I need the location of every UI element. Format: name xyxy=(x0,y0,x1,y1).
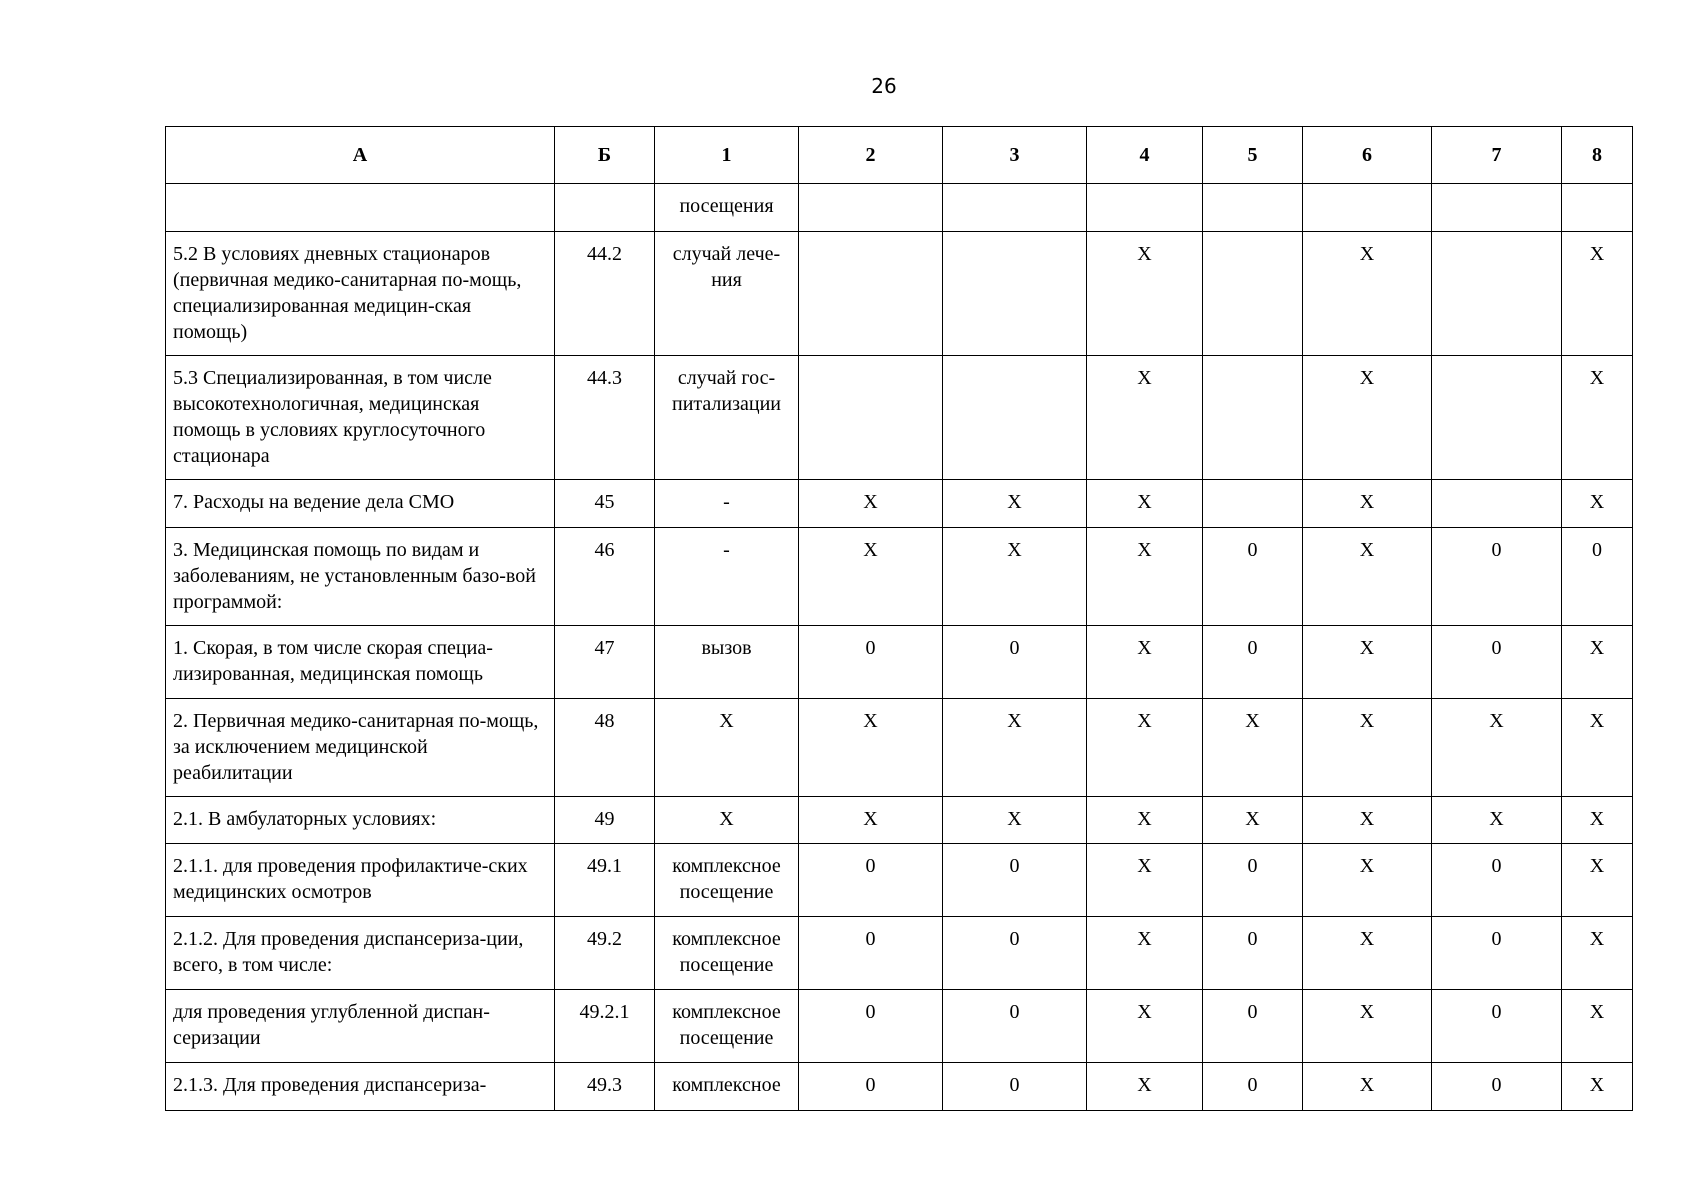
cell-col-4: Х xyxy=(1087,699,1203,797)
cell-name: 2.1.1. для проведения профилактиче-ских медицинских осмотров xyxy=(166,844,555,917)
cell-name: 2. Первичная медико-санитарная по-мощь, за исключением медицинской реабилитации xyxy=(166,699,555,797)
cell-unit: случай гос-питализации xyxy=(655,356,799,480)
cell-col-4: Х xyxy=(1087,797,1203,844)
cell-col-3: 0 xyxy=(943,990,1087,1063)
cell-col-2 xyxy=(799,184,943,232)
cell-col-4: Х xyxy=(1087,232,1203,356)
cell-line-code: 49.3 xyxy=(555,1063,655,1111)
cell-col-7: 0 xyxy=(1432,528,1562,626)
cell-col-5 xyxy=(1203,356,1303,480)
cell-col-6: Х xyxy=(1303,356,1432,480)
cell-name: 3. Медицинская помощь по видам и заболеваниям, не установленным базо-вой программой: xyxy=(166,528,555,626)
cell-col-8: Х xyxy=(1562,797,1633,844)
cell-col-3: Х xyxy=(943,528,1087,626)
cell-col-7 xyxy=(1432,480,1562,528)
header-cell-3: 3 xyxy=(943,127,1087,184)
cell-col-8 xyxy=(1562,184,1633,232)
cell-col-4: Х xyxy=(1087,626,1203,699)
header-cell-7: 7 xyxy=(1432,127,1562,184)
cell-col-8: 0 xyxy=(1562,528,1633,626)
header-cell-b: Б xyxy=(555,127,655,184)
cell-col-3: Х xyxy=(943,699,1087,797)
cell-col-3: 0 xyxy=(943,626,1087,699)
cell-col-3 xyxy=(943,232,1087,356)
header-cell-a: А xyxy=(166,127,555,184)
cell-line-code: 48 xyxy=(555,699,655,797)
cell-col-6: Х xyxy=(1303,626,1432,699)
table-row xyxy=(166,1063,1633,1111)
cell-col-8: Х xyxy=(1562,480,1633,528)
cell-col-6: Х xyxy=(1303,917,1432,990)
cell-unit: комплексное посещение xyxy=(655,844,799,917)
cell-col-6: Х xyxy=(1303,797,1432,844)
cell-col-3: Х xyxy=(943,480,1087,528)
cell-name: для проведения углубленной диспан-серизации xyxy=(166,990,555,1063)
header-cell-6: 6 xyxy=(1303,127,1432,184)
table-row xyxy=(166,626,1633,699)
cell-col-6: Х xyxy=(1303,990,1432,1063)
table-row xyxy=(166,699,1633,797)
cell-col-4: Х xyxy=(1087,844,1203,917)
cell-col-8: Х xyxy=(1562,990,1633,1063)
cell-col-5 xyxy=(1203,184,1303,232)
cell-col-5: 0 xyxy=(1203,917,1303,990)
cell-col-7 xyxy=(1432,356,1562,480)
header-cell-2: 2 xyxy=(799,127,943,184)
cell-col-2: 0 xyxy=(799,990,943,1063)
cell-col-7: 0 xyxy=(1432,917,1562,990)
cell-name: 7. Расходы на ведение дела СМО xyxy=(166,480,555,528)
cell-col-3 xyxy=(943,184,1087,232)
cell-col-4: Х xyxy=(1087,356,1203,480)
cell-col-6: Х xyxy=(1303,699,1432,797)
cell-col-8: Х xyxy=(1562,699,1633,797)
cell-col-8: Х xyxy=(1562,1063,1633,1111)
cell-line-code: 49.1 xyxy=(555,844,655,917)
cell-col-7 xyxy=(1432,184,1562,232)
cell-col-5: Х xyxy=(1203,797,1303,844)
cell-line-code: 44.2 xyxy=(555,232,655,356)
cell-unit: вызов xyxy=(655,626,799,699)
table-row xyxy=(166,797,1633,844)
cell-col-3 xyxy=(943,356,1087,480)
cell-col-4: Х xyxy=(1087,528,1203,626)
cell-col-2: 0 xyxy=(799,626,943,699)
cell-col-8: Х xyxy=(1562,232,1633,356)
table-row xyxy=(166,356,1633,480)
cell-col-5: 0 xyxy=(1203,1063,1303,1111)
cell-col-3: 0 xyxy=(943,844,1087,917)
cell-line-code: 45 xyxy=(555,480,655,528)
cell-col-7: 0 xyxy=(1432,990,1562,1063)
cell-col-7: 0 xyxy=(1432,1063,1562,1111)
cell-col-5 xyxy=(1203,232,1303,356)
cell-col-4: Х xyxy=(1087,1063,1203,1111)
cell-unit: Х xyxy=(655,797,799,844)
header-row xyxy=(166,127,1633,184)
cell-col-2: Х xyxy=(799,699,943,797)
cell-col-5: 0 xyxy=(1203,626,1303,699)
cell-unit: - xyxy=(655,480,799,528)
cell-col-8: Х xyxy=(1562,626,1633,699)
table-row xyxy=(166,844,1633,917)
cell-col-6: Х xyxy=(1303,844,1432,917)
cell-name: 5.2 В условиях дневных стационаров (первичная медико-санитарная по-мощь, специализированная медицин-ская помощь) xyxy=(166,232,555,356)
cell-col-6: Х xyxy=(1303,1063,1432,1111)
header-cell-4: 4 xyxy=(1087,127,1203,184)
cell-col-5: Х xyxy=(1203,699,1303,797)
cell-col-5: 0 xyxy=(1203,528,1303,626)
cell-name: 2.1.3. Для проведения диспансериза- xyxy=(166,1063,555,1111)
cell-name: 1. Скорая, в том числе скорая специа-лизированная, медицинская помощь xyxy=(166,626,555,699)
cell-line-code: 46 xyxy=(555,528,655,626)
cell-col-6 xyxy=(1303,184,1432,232)
cell-col-5: 0 xyxy=(1203,844,1303,917)
cell-name xyxy=(166,184,555,232)
cell-unit: - xyxy=(655,528,799,626)
cell-col-8: Х xyxy=(1562,844,1633,917)
cell-col-8: Х xyxy=(1562,356,1633,480)
cell-col-2: 0 xyxy=(799,1063,943,1111)
header-cell-5: 5 xyxy=(1203,127,1303,184)
cell-col-4 xyxy=(1087,184,1203,232)
table-row xyxy=(166,528,1633,626)
cell-col-2: 0 xyxy=(799,917,943,990)
cell-unit: комплексное xyxy=(655,1063,799,1111)
cell-unit: случай лече-ния xyxy=(655,232,799,356)
cell-col-4: Х xyxy=(1087,990,1203,1063)
table-row xyxy=(166,990,1633,1063)
cell-name: 2.1. В амбулаторных условиях: xyxy=(166,797,555,844)
cell-col-6: Х xyxy=(1303,232,1432,356)
cell-name: 2.1.2. Для проведения диспансериза-ции, всего, в том числе: xyxy=(166,917,555,990)
cell-col-2 xyxy=(799,232,943,356)
cell-col-5: 0 xyxy=(1203,990,1303,1063)
cell-col-3: 0 xyxy=(943,1063,1087,1111)
cell-col-8: Х xyxy=(1562,917,1633,990)
cell-col-6: Х xyxy=(1303,480,1432,528)
cell-unit: Х xyxy=(655,699,799,797)
cell-name: 5.3 Специализированная, в том числе высокотехнологичная, медицинская помощь в условиях круглосуточного стационара xyxy=(166,356,555,480)
cell-col-4: Х xyxy=(1087,917,1203,990)
cell-col-3: Х xyxy=(943,797,1087,844)
cell-col-5 xyxy=(1203,480,1303,528)
table-row xyxy=(166,917,1633,990)
cell-col-2: Х xyxy=(799,528,943,626)
cell-col-4: Х xyxy=(1087,480,1203,528)
cell-line-code: 49.2 xyxy=(555,917,655,990)
table-row xyxy=(166,232,1633,356)
cell-line-code xyxy=(555,184,655,232)
cell-line-code: 49 xyxy=(555,797,655,844)
cell-line-code: 49.2.1 xyxy=(555,990,655,1063)
cell-col-7: 0 xyxy=(1432,626,1562,699)
cell-line-code: 47 xyxy=(555,626,655,699)
cell-col-7 xyxy=(1432,232,1562,356)
cell-col-2: 0 xyxy=(799,844,943,917)
cell-col-7: 0 xyxy=(1432,844,1562,917)
cell-col-7: Х xyxy=(1432,699,1562,797)
cell-col-3: 0 xyxy=(943,917,1087,990)
cell-col-2: Х xyxy=(799,480,943,528)
header-cell-8: 8 xyxy=(1562,127,1633,184)
cell-line-code: 44.3 xyxy=(555,356,655,480)
cell-col-2 xyxy=(799,356,943,480)
report-table xyxy=(165,126,1633,1111)
cell-unit: комплексное посещение xyxy=(655,990,799,1063)
table-row xyxy=(166,184,1633,232)
cell-col-6: Х xyxy=(1303,528,1432,626)
cell-col-2: Х xyxy=(799,797,943,844)
cell-col-7: Х xyxy=(1432,797,1562,844)
cell-unit: посещения xyxy=(655,184,799,232)
table-row xyxy=(166,480,1633,528)
cell-unit: комплексное посещение xyxy=(655,917,799,990)
header-cell-1: 1 xyxy=(655,127,799,184)
page-number: 26 xyxy=(871,74,897,98)
